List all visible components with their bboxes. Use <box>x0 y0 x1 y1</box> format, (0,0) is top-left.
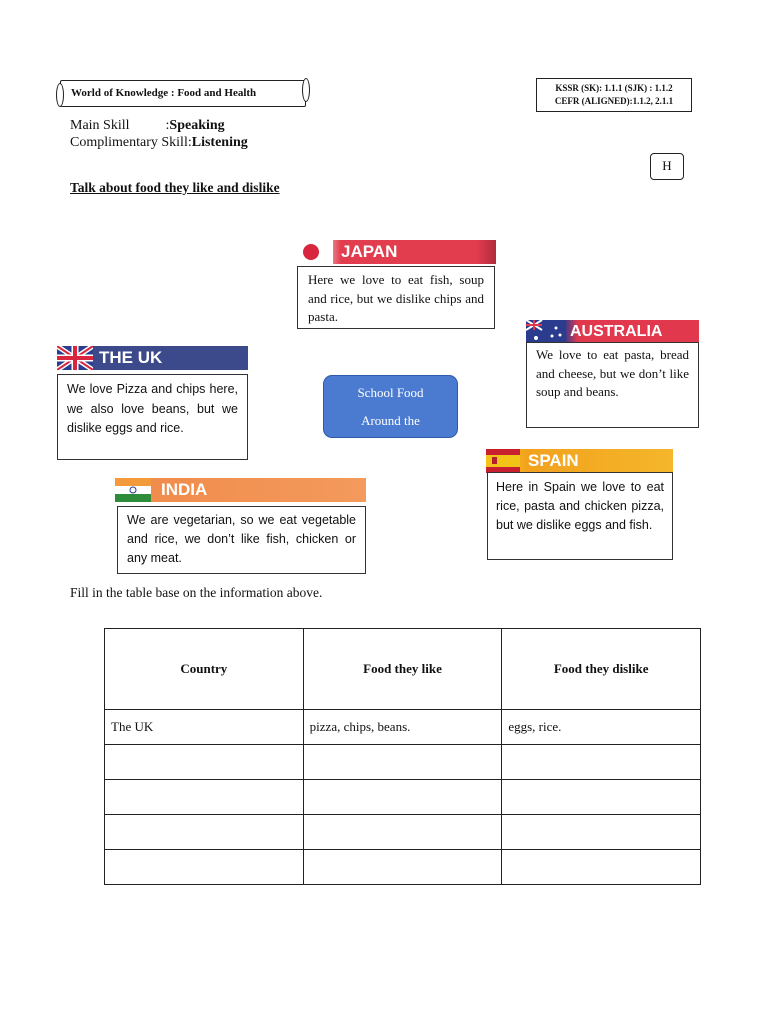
cell-like[interactable] <box>303 815 502 850</box>
table-row <box>105 850 701 885</box>
cell-country[interactable] <box>105 850 304 885</box>
australia-banner <box>526 320 699 344</box>
cell-dislike[interactable] <box>502 745 701 780</box>
complimentary-skill-row <box>70 135 248 151</box>
spain-banner <box>486 449 673 473</box>
japan-flag-icon <box>297 240 333 264</box>
table-row <box>105 815 701 850</box>
australia-text-box: We love to eat pasta, bread and cheese, but we don’t like soup and beans. <box>526 342 699 428</box>
header-country: Country <box>105 629 304 710</box>
india-label: INDIA <box>161 480 208 499</box>
cell-dislike[interactable] <box>502 780 701 815</box>
cell-like[interactable] <box>303 745 502 780</box>
comp-skill-label: Complimentary Skill: <box>70 135 192 150</box>
australia-label: AUSTRALIA <box>570 323 663 340</box>
table-row <box>105 745 701 780</box>
cell-country[interactable] <box>105 745 304 780</box>
india-banner <box>115 478 366 502</box>
cell-country[interactable]: The UK <box>105 710 304 745</box>
main-skill-sep: : <box>165 118 170 133</box>
japan-label: JAPAN <box>341 242 398 261</box>
bubble-line-2: Around the <box>361 413 420 428</box>
uk-banner <box>57 346 248 370</box>
spain-text-box: Here in Spain we love to eat rice, pasta and chicken pizza, but we dislike eggs and fish. <box>487 472 673 560</box>
table-header-row <box>105 629 701 710</box>
header-food-dislike: Food they dislike <box>502 629 701 710</box>
cell-country[interactable] <box>105 815 304 850</box>
answer-table <box>104 628 701 885</box>
uk-flag-icon <box>57 346 93 370</box>
header-food-like: Food they like <box>303 629 502 710</box>
australia-flag-icon <box>526 320 566 344</box>
cell-dislike[interactable] <box>502 850 701 885</box>
cell-dislike[interactable]: eggs, rice. <box>502 710 701 745</box>
instruction-text: Fill in the table base on the information above. <box>70 585 323 600</box>
cell-like[interactable] <box>303 780 502 815</box>
uk-label: THE UK <box>99 348 163 367</box>
task-title: Talk about food they like and dislike <box>70 180 280 195</box>
japan-banner <box>297 240 496 264</box>
scroll-curl-right <box>302 78 310 102</box>
spain-label: SPAIN <box>528 451 579 470</box>
standards-line-1: KSSR (SK): 1.1.1 (SJK) : 1.1.2 <box>555 83 673 93</box>
india-text-box: We are vegetarian, so we eat vegetable and rice, we don’t like fish, chicken or any meat. <box>117 506 366 574</box>
theme-banner <box>60 80 306 107</box>
level-badge: H <box>650 153 684 180</box>
cell-like[interactable] <box>303 850 502 885</box>
uk-text-box: We love Pizza and chips here, we also love beans, but we dislike eggs and rice. <box>57 374 248 460</box>
scroll-curl-left <box>56 83 64 107</box>
standards-box <box>536 78 692 112</box>
india-flag-icon <box>115 478 151 502</box>
cell-dislike[interactable] <box>502 815 701 850</box>
table-row <box>105 780 701 815</box>
main-skill-row <box>70 118 225 134</box>
cell-country[interactable] <box>105 780 304 815</box>
spain-flag-icon <box>486 449 520 473</box>
theme-title: World of Knowledge : Food and Health <box>71 87 257 99</box>
center-topic-bubble <box>323 375 458 438</box>
comp-skill-value: Listening <box>191 135 248 150</box>
cell-like[interactable]: pizza, chips, beans. <box>303 710 502 745</box>
main-skill-label: Main Skill <box>70 118 130 133</box>
standards-line-2: CEFR (ALIGNED):1.1.2, 2.1.1 <box>554 96 674 106</box>
main-skill-value: Speaking <box>169 118 225 133</box>
bubble-line-1: School Food <box>357 385 424 400</box>
japan-text-box: Here we love to eat fish, soup and rice, but we dislike chips and pasta. <box>297 266 495 329</box>
table-row <box>105 710 701 745</box>
